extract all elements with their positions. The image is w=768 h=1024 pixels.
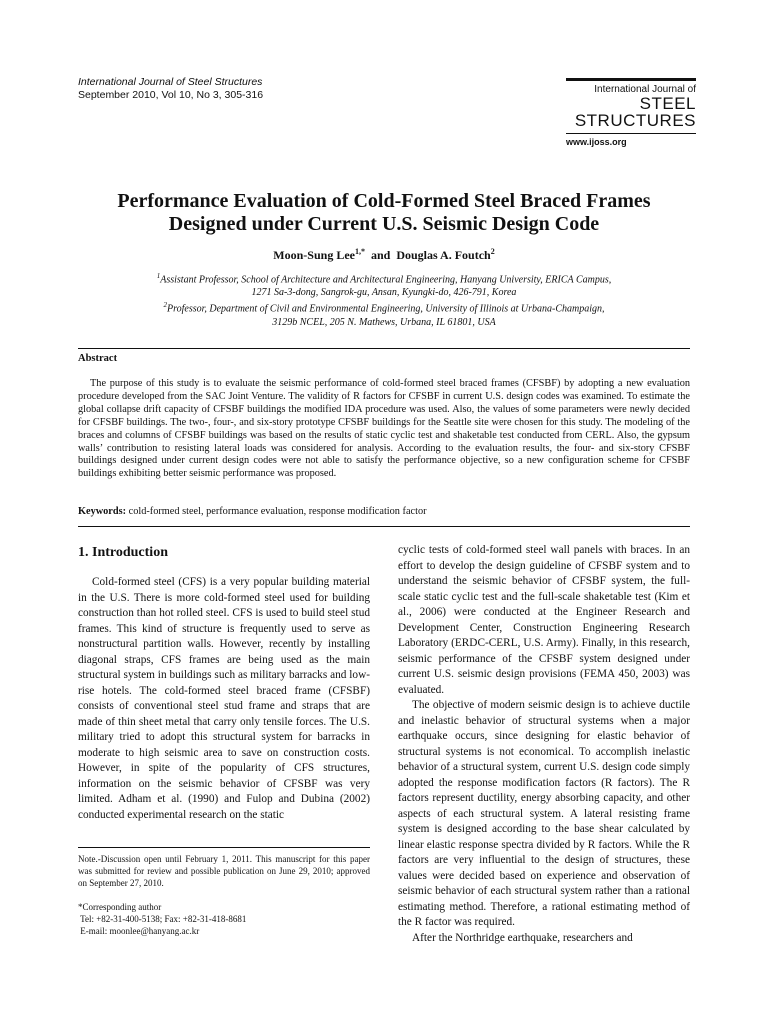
affiliation-2-text: Professor, Department of Civil and Environmental Engineering, University of Illinois at Urbana-Champaign, [166,303,605,315]
abstract-heading: Abstract [78,353,118,364]
abstract-bottom-rule [78,526,690,527]
affiliation-1-line-2: 1271 Sa-3-dong, Sangrok-gu, Ansan, Kyungki-do, 426-791, Korea [251,287,517,299]
affiliations [60,270,708,329]
affiliation-1-text: Assistant Professor, School of Architecture and Architectural Engineering, Hanyang University, ERICA Campus, [160,274,612,286]
abstract-top-rule [78,348,690,349]
logo-line-3: STRUCTURES [574,111,696,130]
title-line-1: Performance Evaluation of Cold-Formed Steel Braced Frames [117,190,651,212]
discussion-note: Note.-Discussion open until February 1, 2011. This manuscript for this paper was submitted for review and possible publication on June 29, 2010; approved on September 27, 2010. [78,854,370,888]
section-heading: 1. Introduction [78,545,168,560]
affiliation-2-line-2: 3129b NCEL, 205 N. Mathews, Urbana, IL 61801, USA [272,316,496,328]
journal-reference [78,76,263,102]
logo-line-1: International Journal of [594,84,696,95]
journal-logo [566,78,696,147]
abstract-text: The purpose of this study is to evaluate the seismic performance of cold-formed steel braced frames (CFSBF) by adopting a new evaluation procedure developed from the SAC Joint Venture. The validity of R factors for CFSBF in current U.S. design codes was examined. To estimate the global collapse drift capacity of CFSBF buildings the modified IDA procedure was used. Also, the values of some parameters were newly decided for CFSBF buildings. The two-, four-, and six-story prototype CFSBF buildings for the Seattle site were chosen for this study. The modeling of the braces and columns of CFSBF buildings was based on the results of static cyclic test and shaketable test conducted from CERL. Also, the gypsum walls’ contribution to resisting lateral loads was considered for analysis. According to the evaluation results, the four- and six-story CFSBF buildings designed under current design codes were not able to satisfy the performance objective, so a new configuration scheme for CFSBF buildings exhibiting better seismic performance was proposed. [78,378,690,480]
logo-line-2: STEEL [639,94,696,113]
author-1: Moon-Sung Lee [273,248,355,262]
journal-name: International Journal of Steel Structures [78,76,263,88]
affiliation-1-sup: 1 [156,272,161,280]
keywords [78,506,690,517]
footnote-rule [78,847,370,848]
author-conjunction: and [370,248,391,262]
paragraph: After the Northridge earthquake, researchers and [412,931,633,944]
corresponding-author-note [78,901,370,937]
affiliation-2-sup: 2 [163,301,167,310]
affiliation-2-line-1 [60,299,708,315]
paragraph: Cold-formed steel (CFS) is a very popular building material in the U.S. There is more cold-formed steel used for building construction than hot rolled steel. CFS is used to build steel stud frames. This kind of structure is frequently used to serve as nonstructural partition walls. However, recently by installing diagonal straps, CFS frames are being used as the main structural system in buildings such as military barracks and low-rise hotels. The cold-formed steel braced frame (CFSBF) consists of conventional steel stud frame and straps that are made of thin sheet metal that carry only tensile forces. The U.S. military tried to adopt this structural system for barracks in moderate to high seismic area to save on construction costs. However, in spite of the popularity of CFS structures, information on the seismic behavior of CFSBF was very limited. Adham et al. (1990) and Fulop and Dubina (2002) conducted experimental research on the static [78,576,370,821]
author-2-sup: 2 [490,247,495,256]
keywords-label: Keywords: [78,506,127,517]
paper-title [60,190,708,236]
title-line-2: Designed under Current U.S. Seismic Design Code [168,213,600,235]
paragraph: The objective of modern seismic design is to achieve ductile and inelastic behavior of structural systems when a major earthquake occurs, since designing for elastic behavior of structural systems is not economical. To accomplish inelastic behavior of a structural system, current U.S. design code simply adopted the response modification factors (R factors). The R factors represent ductility, energy absorbing capacity, and other aspects of each structural system. A lateral resisting frame system is designed according to the base shear calculated by linear elastic response spectra divided by R factors. While the R factors are very influential to the design of structures, these values were decided based on experience and observation of seismic behavior of each structural system rather than a rational estimating method. Therefore, a rational estimating method of the R factor was required. [398,699,690,928]
logo-bottom-rule [566,133,696,134]
contact-email[interactable]: E-mail: moonlee@hanyang.ac.kr [78,926,200,936]
author-2: Douglas A. Foutch [396,248,491,262]
corresponding-author-label: *Corresponding author [78,902,162,912]
author-1-sup: 1,* [354,247,365,256]
journal-url[interactable]: www.ijoss.org [566,137,627,147]
right-column [398,543,690,946]
affiliation-1-line-1 [60,270,708,286]
author-line [60,247,708,263]
logo-top-rule [566,78,696,81]
left-column [78,575,370,823]
journal-issue: September 2010, Vol 10, No 3, 305-316 [78,89,264,101]
contact-phone: Tel: +82-31-400-5138; Fax: +82-31-418-8681 [78,914,247,924]
keywords-text: cold-formed steel, performance evaluation, response modification factor [128,506,427,517]
paragraph: cyclic tests of cold-formed steel wall panels with braces. In an effort to develop the design guideline of CFSBF system and to understand the seismic behavior of CFSBF system, the full-scale static cyclic test and the full-scale shaketable test (Kim et al., 2006) were conducted at the Engineer Research and Development Center, Construction Engineering Research Laboratory (ERDC-CERL, U.S. Army). Finally, in this research, seismic performance of the CFSBF system designed under current U.S. seismic design provisions (FEMA 450, 2003) was evaluated. [398,544,690,696]
